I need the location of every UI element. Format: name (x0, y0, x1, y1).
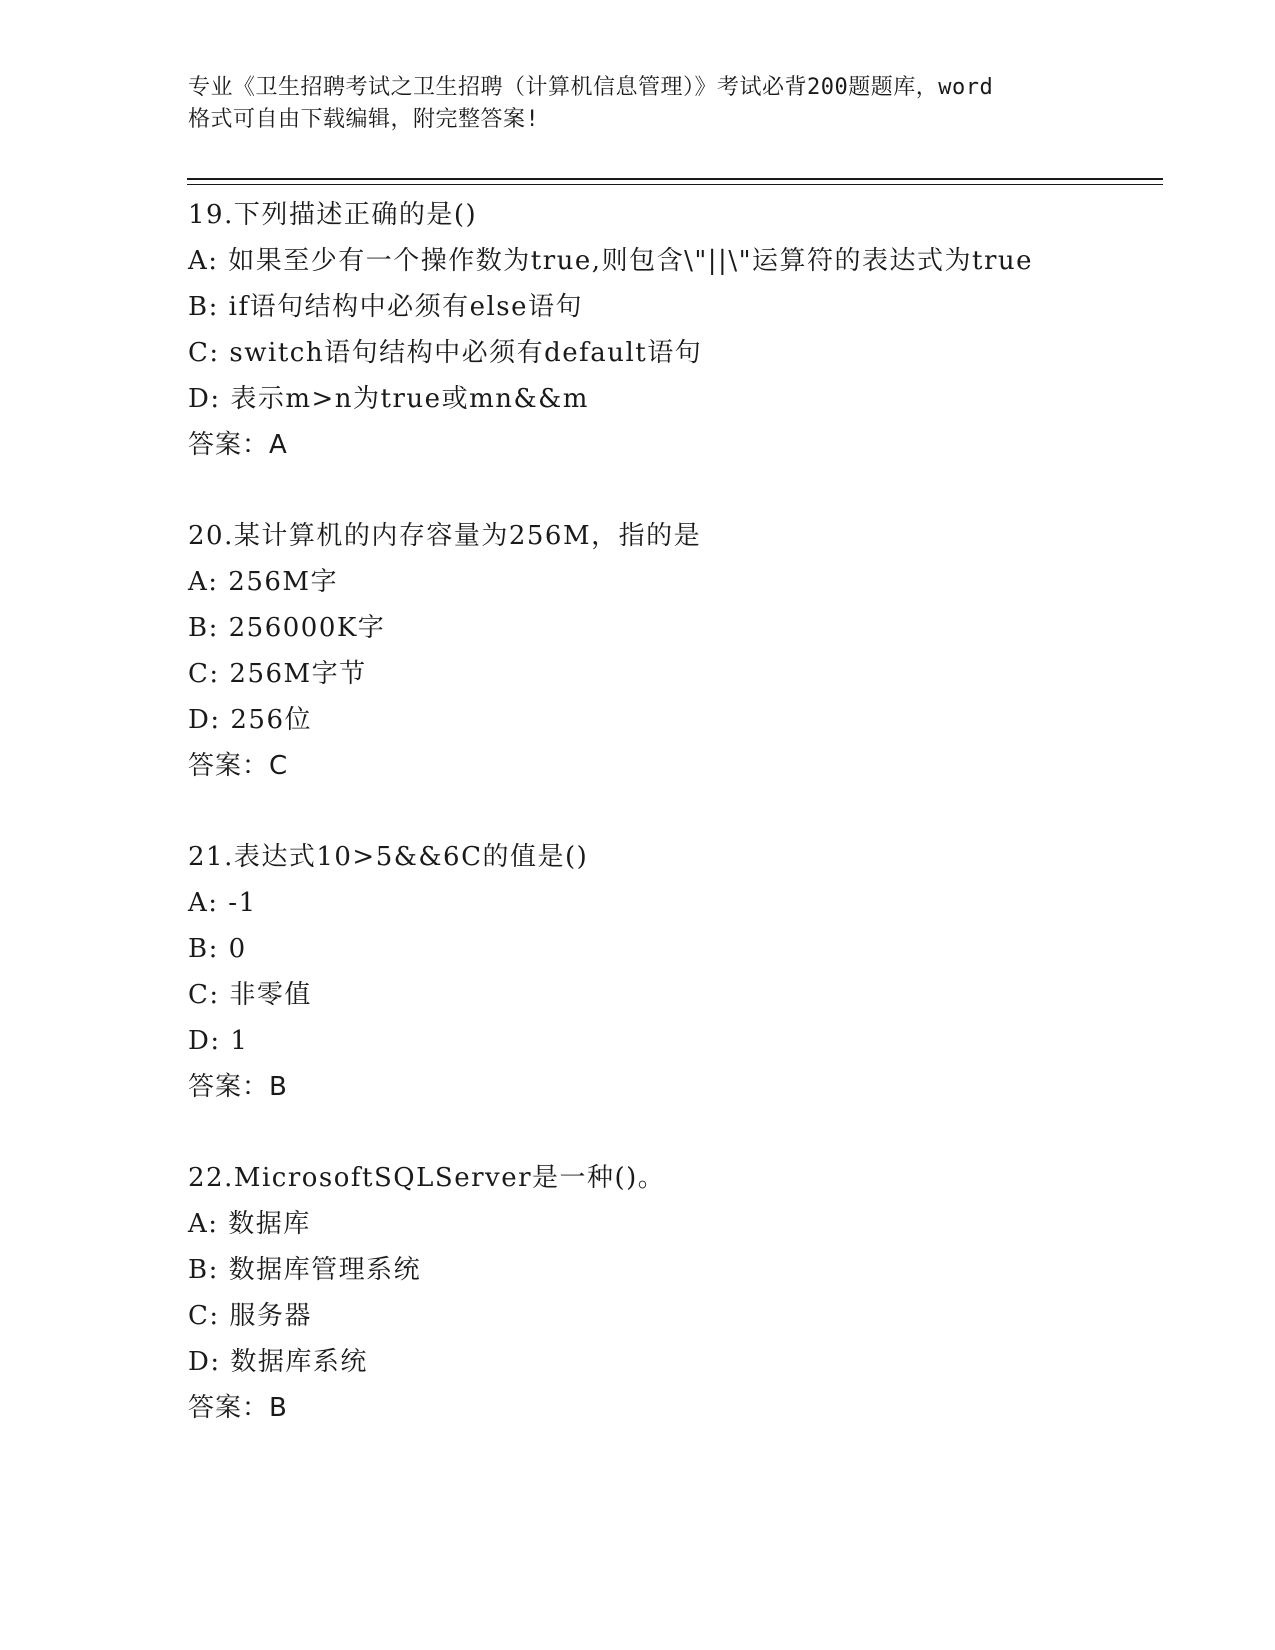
option-a: A: -1 (188, 888, 257, 918)
option-b: B: 256000K字 (188, 613, 386, 643)
option-c: C: switch语句结构中必须有default语句 (188, 338, 703, 368)
answer: 答案：B (188, 1393, 288, 1423)
header-line-2: 格式可自由下载编辑，附完整答案! (188, 107, 540, 132)
option-b: B: if语句结构中必须有else语句 (188, 292, 584, 322)
answer: 答案：B (188, 1072, 288, 1102)
question-20 (188, 513, 1148, 789)
option-c: C: 服务器 (188, 1301, 312, 1331)
option-d: D: 表示m>n为true或mn&&m (188, 384, 589, 414)
header-divider-thin (187, 184, 1163, 185)
option-b: B: 0 (188, 934, 247, 964)
header-line-1: 专业《卫生招聘考试之卫生招聘（计算机信息管理）》考试必背200题题库，word (188, 75, 994, 100)
question-title: 20.某计算机的内存容量为256M，指的是 (188, 521, 702, 551)
question-title: 22.MicrosoftSQLServer是一种()。 (188, 1163, 666, 1193)
option-c: C: 256M字节 (188, 659, 367, 689)
option-d: D: 256位 (188, 705, 312, 735)
question-title: 19.下列描述正确的是() (188, 200, 478, 230)
option-a: A: 如果至少有一个操作数为true,则包含\"||\"运算符的表达式为true (188, 246, 1034, 276)
answer: 答案：C (188, 751, 289, 781)
option-c: C: 非零值 (188, 980, 312, 1010)
question-title: 21.表达式10>5&&6C的值是() (188, 842, 589, 872)
option-d: D: 数据库系统 (188, 1347, 368, 1377)
option-b: B: 数据库管理系统 (188, 1255, 422, 1285)
answer: 答案：A (188, 430, 288, 460)
document-header (188, 72, 1088, 136)
question-19 (188, 192, 1148, 468)
question-22 (188, 1155, 1148, 1431)
option-a: A: 数据库 (188, 1209, 311, 1239)
question-list (188, 192, 1148, 1476)
option-a: A: 256M字 (188, 567, 339, 597)
header-divider-thick (187, 178, 1163, 180)
question-21 (188, 834, 1148, 1110)
option-d: D: 1 (188, 1026, 249, 1056)
